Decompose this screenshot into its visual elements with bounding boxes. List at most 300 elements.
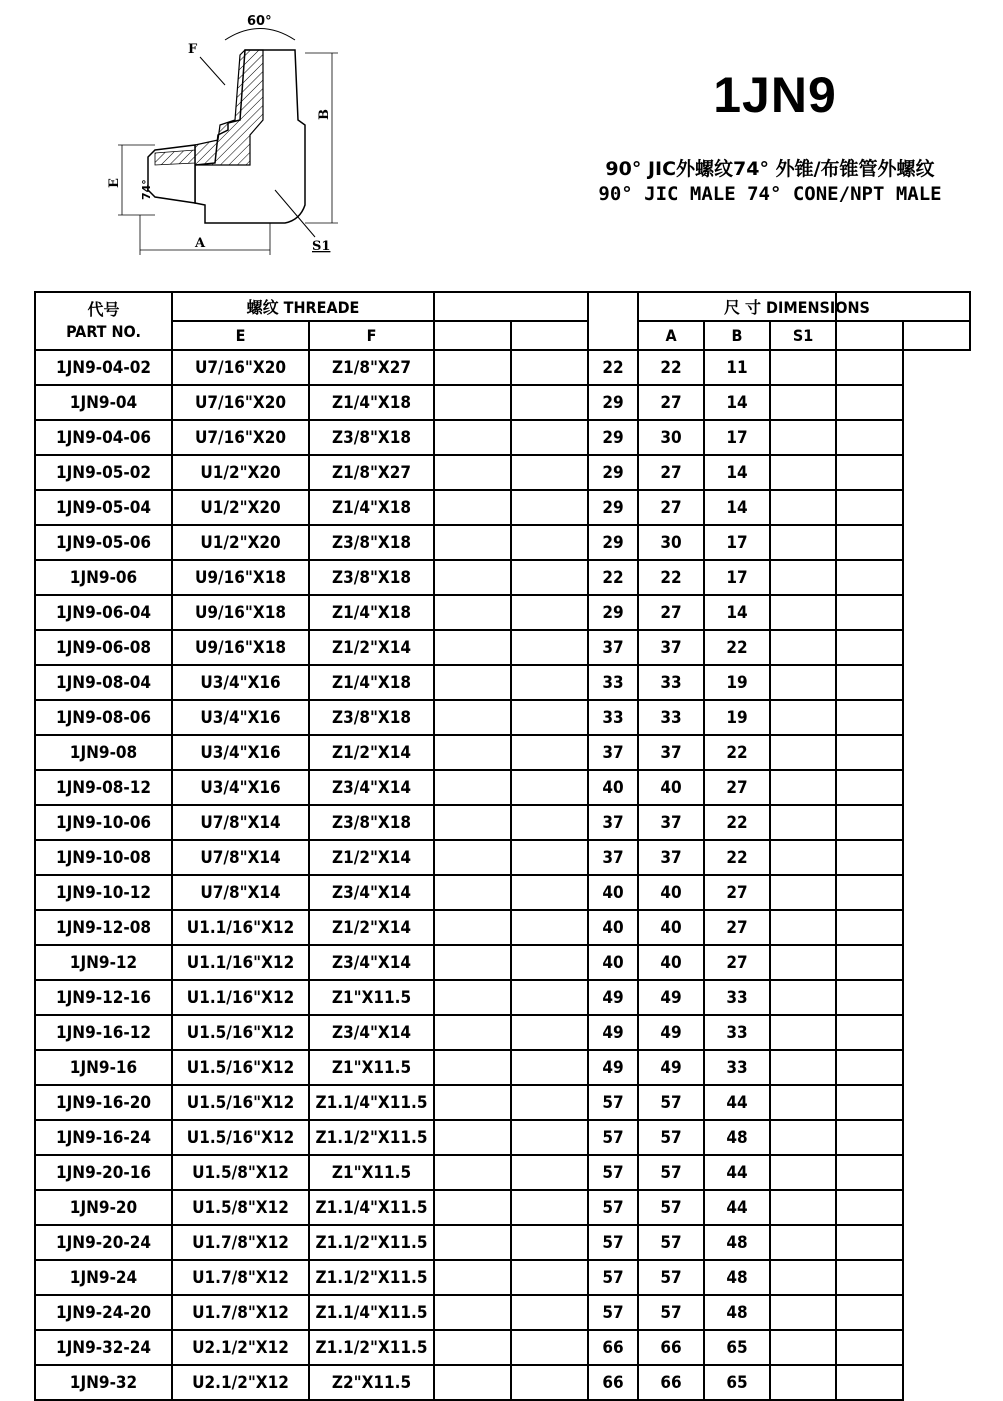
dim-b-cell: 40 xyxy=(638,770,704,805)
table-row xyxy=(35,385,970,420)
empty-cell xyxy=(836,700,903,735)
table-row xyxy=(35,595,970,630)
thread-f-cell: Z1.1/4"X11.5 xyxy=(309,1190,434,1225)
empty-cell xyxy=(836,595,903,630)
dim-s1-cell: 22 xyxy=(704,735,770,770)
empty-cell xyxy=(434,1155,511,1190)
thread-e-cell: U7/16"X20 xyxy=(172,420,309,455)
table-row xyxy=(35,1015,970,1050)
label-b: B xyxy=(317,109,332,120)
thread-e-cell: U1.5/16"X12 xyxy=(172,1015,309,1050)
empty-cell xyxy=(434,525,511,560)
part-no-cell: 1JN9-12 xyxy=(35,945,172,980)
dim-a-cell: 57 xyxy=(588,1225,638,1260)
dim-a-cell: 33 xyxy=(588,700,638,735)
empty-cell xyxy=(434,700,511,735)
empty-cell xyxy=(434,350,511,385)
empty-cell xyxy=(836,665,903,700)
dim-s1-cell: 33 xyxy=(704,1015,770,1050)
empty-cell xyxy=(836,1190,903,1225)
empty-cell xyxy=(836,420,903,455)
table-row xyxy=(35,700,970,735)
empty-cell xyxy=(770,1330,836,1365)
dim-b-cell: 57 xyxy=(638,1120,704,1155)
dim-s1-cell: 33 xyxy=(704,1050,770,1085)
empty-cell xyxy=(770,1085,836,1120)
dim-s1-cell: 27 xyxy=(704,875,770,910)
dim-a-cell: 29 xyxy=(588,490,638,525)
empty-cell xyxy=(511,980,588,1015)
empty-cell xyxy=(511,770,588,805)
empty-cell xyxy=(511,1260,588,1295)
empty-cell xyxy=(434,630,511,665)
dim-s1-cell: 48 xyxy=(704,1225,770,1260)
empty-cell xyxy=(836,490,903,525)
empty-cell xyxy=(511,1330,588,1365)
empty-cell xyxy=(511,350,588,385)
thread-e-cell: U1.5/8"X12 xyxy=(172,1155,309,1190)
empty-cell xyxy=(511,525,588,560)
thread-e-cell: U9/16"X18 xyxy=(172,560,309,595)
thread-f-cell: Z1/2"X14 xyxy=(309,840,434,875)
empty-cell xyxy=(836,560,903,595)
empty-cell xyxy=(770,735,836,770)
thread-e-cell: U1.5/16"X12 xyxy=(172,1120,309,1155)
empty-cell xyxy=(434,1260,511,1295)
thread-e-cell: U2.1/2"X12 xyxy=(172,1330,309,1365)
empty-cell xyxy=(770,875,836,910)
empty-cell xyxy=(434,1050,511,1085)
dim-a-cell: 29 xyxy=(588,595,638,630)
thread-f-cell: Z1.1/2"X11.5 xyxy=(309,1120,434,1155)
dim-a-cell: 57 xyxy=(588,1120,638,1155)
dim-s1-cell: 22 xyxy=(704,805,770,840)
dim-a-cell: 40 xyxy=(588,770,638,805)
part-no-cell: 1JN9-06 xyxy=(35,560,172,595)
empty-cell xyxy=(434,910,511,945)
dim-s1-cell: 48 xyxy=(704,1260,770,1295)
label-f: F xyxy=(188,42,198,57)
empty-cell xyxy=(770,1050,836,1085)
thread-f-cell: Z1/2"X14 xyxy=(309,630,434,665)
empty-cell xyxy=(434,560,511,595)
empty-cell xyxy=(903,321,970,350)
table-row xyxy=(35,525,970,560)
empty-cell xyxy=(511,1015,588,1050)
empty-cell xyxy=(770,455,836,490)
empty-cell xyxy=(836,910,903,945)
dim-b-cell: 57 xyxy=(638,1155,704,1190)
thread-f-cell: Z1"X11.5 xyxy=(309,980,434,1015)
empty-cell xyxy=(434,321,511,350)
dim-b-cell: 37 xyxy=(638,805,704,840)
empty-cell xyxy=(511,1295,588,1330)
empty-cell xyxy=(770,630,836,665)
dim-b-cell: 40 xyxy=(638,945,704,980)
empty-cell xyxy=(511,805,588,840)
dim-s1-cell: 19 xyxy=(704,700,770,735)
empty-cell xyxy=(836,1295,903,1330)
dim-s1-cell: 33 xyxy=(704,980,770,1015)
empty-cell xyxy=(434,595,511,630)
table-row xyxy=(35,490,970,525)
thread-f-cell: Z1/4"X18 xyxy=(309,385,434,420)
dim-a-cell: 49 xyxy=(588,1050,638,1085)
thread-f-cell: Z1/4"X18 xyxy=(309,665,434,700)
dim-b-cell: 37 xyxy=(638,735,704,770)
part-no-cell: 1JN9-24-20 xyxy=(35,1295,172,1330)
empty-cell xyxy=(836,1120,903,1155)
dim-b-cell: 49 xyxy=(638,980,704,1015)
dim-a-cell: 57 xyxy=(588,1155,638,1190)
part-no-cell: 1JN9-10-12 xyxy=(35,875,172,910)
dim-a-cell: 66 xyxy=(588,1330,638,1365)
empty-cell xyxy=(836,770,903,805)
thread-f-cell: Z1"X11.5 xyxy=(309,1155,434,1190)
empty-cell xyxy=(434,1365,511,1400)
table-row xyxy=(35,735,970,770)
thread-f-cell: Z1"X11.5 xyxy=(309,1050,434,1085)
thread-e-cell: U1.5/16"X12 xyxy=(172,1085,309,1120)
thread-e-cell: U7/16"X20 xyxy=(172,385,309,420)
dim-b-cell: 49 xyxy=(638,1015,704,1050)
dim-s1-cell: 14 xyxy=(704,490,770,525)
empty-cell xyxy=(770,1295,836,1330)
dim-b-cell: 40 xyxy=(638,910,704,945)
col-b-header: B xyxy=(704,321,770,350)
empty-cell xyxy=(434,385,511,420)
empty-header-cell xyxy=(434,292,588,321)
table-row xyxy=(35,665,970,700)
empty-cell xyxy=(836,945,903,980)
empty-cell xyxy=(836,630,903,665)
table-row xyxy=(35,1085,970,1120)
part-no-cell: 1JN9-10-06 xyxy=(35,805,172,840)
empty-cell xyxy=(836,385,903,420)
empty-cell xyxy=(770,385,836,420)
dim-s1-cell: 14 xyxy=(704,385,770,420)
table-row xyxy=(35,770,970,805)
empty-cell xyxy=(836,1015,903,1050)
dim-b-cell: 30 xyxy=(638,525,704,560)
dim-a-cell: 29 xyxy=(588,385,638,420)
empty-cell xyxy=(511,840,588,875)
dim-b-cell: 27 xyxy=(638,595,704,630)
empty-cell xyxy=(770,1190,836,1225)
dim-s1-cell: 65 xyxy=(704,1365,770,1400)
part-no-cell: 1JN9-06-04 xyxy=(35,595,172,630)
dim-s1-cell: 19 xyxy=(704,665,770,700)
empty-cell xyxy=(770,665,836,700)
spec-table xyxy=(34,291,969,1393)
fitting-drawing xyxy=(100,5,350,260)
col-e-header: E xyxy=(172,321,309,350)
thread-f-cell: Z1/2"X14 xyxy=(309,735,434,770)
empty-cell xyxy=(434,770,511,805)
dim-s1-cell: 17 xyxy=(704,525,770,560)
thread-e-cell: U1.1/16"X12 xyxy=(172,980,309,1015)
empty-cell xyxy=(511,385,588,420)
thread-e-cell: U3/4"X16 xyxy=(172,700,309,735)
dim-a-cell: 57 xyxy=(588,1190,638,1225)
dim-b-cell: 57 xyxy=(638,1190,704,1225)
thread-f-cell: Z3/8"X18 xyxy=(309,525,434,560)
dim-b-cell: 27 xyxy=(638,490,704,525)
thread-e-cell: U3/4"X16 xyxy=(172,770,309,805)
part-no-cell: 1JN9-32-24 xyxy=(35,1330,172,1365)
part-no-en: PART NO. xyxy=(66,322,141,341)
part-no-cell: 1JN9-16-12 xyxy=(35,1015,172,1050)
empty-cell xyxy=(511,945,588,980)
empty-cell xyxy=(770,560,836,595)
thread-e-cell: U1.7/8"X12 xyxy=(172,1295,309,1330)
dim-s1-cell: 44 xyxy=(704,1155,770,1190)
part-no-header xyxy=(35,292,172,350)
empty-cell xyxy=(511,1050,588,1085)
empty-cell xyxy=(511,700,588,735)
thread-e-cell: U3/4"X16 xyxy=(172,735,309,770)
subtitle-chinese: 90° JIC外螺纹74° 外锥/布锥管外螺纹 xyxy=(605,158,935,180)
dim-a-cell: 49 xyxy=(588,1015,638,1050)
thread-e-cell: U2.1/2"X12 xyxy=(172,1365,309,1400)
empty-cell xyxy=(770,1120,836,1155)
dim-a-cell: 57 xyxy=(588,1260,638,1295)
dim-s1-cell: 27 xyxy=(704,910,770,945)
dim-b-cell: 40 xyxy=(638,875,704,910)
part-no-cell: 1JN9-04-02 xyxy=(35,350,172,385)
empty-cell xyxy=(434,735,511,770)
table-row xyxy=(35,1225,970,1260)
empty-cell xyxy=(836,805,903,840)
angle-74-label: 74° xyxy=(140,179,153,200)
dim-s1-cell: 48 xyxy=(704,1295,770,1330)
empty-cell xyxy=(434,420,511,455)
dim-s1-cell: 27 xyxy=(704,945,770,980)
dim-s1-cell: 48 xyxy=(704,1120,770,1155)
thread-e-cell: U1.5/8"X12 xyxy=(172,1190,309,1225)
label-a: A xyxy=(195,236,206,251)
dim-b-cell: 27 xyxy=(638,385,704,420)
empty-cell xyxy=(434,1190,511,1225)
empty-cell xyxy=(511,1120,588,1155)
table-row xyxy=(35,1295,970,1330)
empty-cell xyxy=(511,595,588,630)
dim-s1-cell: 14 xyxy=(704,455,770,490)
table-row xyxy=(35,1365,970,1400)
thread-e-cell: U1.5/16"X12 xyxy=(172,1050,309,1085)
dim-s1-cell: 14 xyxy=(704,595,770,630)
part-no-cell: 1JN9-32 xyxy=(35,1365,172,1400)
empty-cell xyxy=(770,910,836,945)
dim-s1-cell: 44 xyxy=(704,1085,770,1120)
dim-b-cell: 22 xyxy=(638,350,704,385)
dim-a-cell: 49 xyxy=(588,980,638,1015)
part-no-cell: 1JN9-20-16 xyxy=(35,1155,172,1190)
table-row xyxy=(35,910,970,945)
empty-cell xyxy=(770,420,836,455)
part-no-cell: 1JN9-20 xyxy=(35,1190,172,1225)
part-no-cell: 1JN9-05-06 xyxy=(35,525,172,560)
dim-b-cell: 57 xyxy=(638,1225,704,1260)
dim-b-cell: 27 xyxy=(638,455,704,490)
empty-cell xyxy=(836,321,903,350)
empty-cell xyxy=(434,665,511,700)
dim-s1-cell: 27 xyxy=(704,770,770,805)
empty-cell xyxy=(434,945,511,980)
empty-cell xyxy=(511,1085,588,1120)
part-no-cell: 1JN9-24 xyxy=(35,1260,172,1295)
thread-e-cell: U7/8"X14 xyxy=(172,840,309,875)
thread-f-cell: Z3/4"X14 xyxy=(309,1015,434,1050)
empty-cell xyxy=(511,455,588,490)
part-no-cell: 1JN9-04-06 xyxy=(35,420,172,455)
dim-b-cell: 33 xyxy=(638,700,704,735)
part-no-cell: 1JN9-08-12 xyxy=(35,770,172,805)
empty-cell xyxy=(434,490,511,525)
dim-s1-cell: 17 xyxy=(704,420,770,455)
table-row xyxy=(35,980,970,1015)
table-row xyxy=(35,455,970,490)
gap-column xyxy=(588,292,638,350)
part-no-cell: 1JN9-12-08 xyxy=(35,910,172,945)
dim-a-cell: 40 xyxy=(588,875,638,910)
empty-cell xyxy=(434,1085,511,1120)
empty-cell xyxy=(511,1190,588,1225)
dim-b-cell: 30 xyxy=(638,420,704,455)
dim-a-cell: 29 xyxy=(588,420,638,455)
empty-cell xyxy=(770,770,836,805)
empty-cell xyxy=(836,1260,903,1295)
dim-b-cell: 49 xyxy=(638,1050,704,1085)
dim-b-cell: 66 xyxy=(638,1365,704,1400)
thread-e-cell: U7/16"X20 xyxy=(172,350,309,385)
thread-e-cell: U3/4"X16 xyxy=(172,665,309,700)
empty-cell xyxy=(511,910,588,945)
dim-a-cell: 29 xyxy=(588,455,638,490)
empty-cell xyxy=(434,1295,511,1330)
dim-s1-cell: 22 xyxy=(704,840,770,875)
empty-cell xyxy=(836,525,903,560)
thread-e-cell: U1.7/8"X12 xyxy=(172,1260,309,1295)
part-code-title: 1JN9 xyxy=(713,67,837,123)
empty-cell xyxy=(511,560,588,595)
empty-cell xyxy=(836,1330,903,1365)
dim-a-cell: 57 xyxy=(588,1295,638,1330)
empty-cell xyxy=(836,1050,903,1085)
dim-s1-cell: 44 xyxy=(704,1190,770,1225)
dim-b-cell: 57 xyxy=(638,1085,704,1120)
empty-cell xyxy=(511,321,588,350)
empty-cell xyxy=(434,840,511,875)
empty-cell xyxy=(434,455,511,490)
table-row xyxy=(35,945,970,980)
label-s1: S1 xyxy=(312,239,331,254)
table-row xyxy=(35,1050,970,1085)
thread-f-cell: Z2"X11.5 xyxy=(309,1365,434,1400)
thread-e-cell: U9/16"X18 xyxy=(172,595,309,630)
empty-cell xyxy=(770,805,836,840)
empty-cell xyxy=(770,1015,836,1050)
empty-cell xyxy=(836,1365,903,1400)
thread-f-cell: Z1/2"X14 xyxy=(309,910,434,945)
empty-cell xyxy=(836,840,903,875)
col-a-header: A xyxy=(638,321,704,350)
empty-cell xyxy=(511,1225,588,1260)
table-row xyxy=(35,350,970,385)
dim-b-cell: 57 xyxy=(638,1260,704,1295)
empty-cell xyxy=(836,980,903,1015)
dim-a-cell: 66 xyxy=(588,1365,638,1400)
dim-a-cell: 57 xyxy=(588,1085,638,1120)
part-no-cell: 1JN9-16 xyxy=(35,1050,172,1085)
angle-arc-60 xyxy=(225,29,295,41)
dim-a-cell: 37 xyxy=(588,630,638,665)
part-no-cell: 1JN9-05-02 xyxy=(35,455,172,490)
dim-b-cell: 22 xyxy=(638,560,704,595)
empty-cell xyxy=(434,980,511,1015)
part-no-cell: 1JN9-16-20 xyxy=(35,1085,172,1120)
empty-cell xyxy=(770,1365,836,1400)
table-row xyxy=(35,840,970,875)
dim-s1-cell: 11 xyxy=(704,350,770,385)
dim-b-cell: 33 xyxy=(638,665,704,700)
empty-cell xyxy=(511,735,588,770)
empty-cell xyxy=(434,1330,511,1365)
dim-a-cell: 40 xyxy=(588,945,638,980)
empty-cell xyxy=(836,455,903,490)
empty-cell xyxy=(836,1225,903,1260)
dim-b-cell: 57 xyxy=(638,1295,704,1330)
thread-e-cell: U7/8"X14 xyxy=(172,805,309,840)
empty-cell xyxy=(434,1225,511,1260)
dim-a-cell: 37 xyxy=(588,805,638,840)
empty-cell xyxy=(770,700,836,735)
thread-f-cell: Z1/8"X27 xyxy=(309,350,434,385)
thread-f-cell: Z3/4"X14 xyxy=(309,875,434,910)
empty-cell xyxy=(770,490,836,525)
label-e: E xyxy=(107,178,122,188)
part-no-cell: 1JN9-06-08 xyxy=(35,630,172,665)
thread-e-cell: U1/2"X20 xyxy=(172,525,309,560)
part-no-cell: 1JN9-16-24 xyxy=(35,1120,172,1155)
thread-e-cell: U1.1/16"X12 xyxy=(172,945,309,980)
thread-f-cell: Z1.1/4"X11.5 xyxy=(309,1085,434,1120)
angle-60-label: 60° xyxy=(247,14,272,29)
thread-e-cell: U1/2"X20 xyxy=(172,455,309,490)
empty-cell xyxy=(836,350,903,385)
dim-b-cell: 37 xyxy=(638,630,704,665)
empty-cell xyxy=(434,1120,511,1155)
table-row xyxy=(35,560,970,595)
thread-f-cell: Z1.1/2"X11.5 xyxy=(309,1260,434,1295)
empty-cell xyxy=(770,980,836,1015)
empty-cell xyxy=(836,875,903,910)
thread-f-cell: Z1/4"X18 xyxy=(309,595,434,630)
dim-s1-cell: 65 xyxy=(704,1330,770,1365)
dim-a-cell: 33 xyxy=(588,665,638,700)
part-no-cn: 代号 xyxy=(87,300,120,319)
table-row xyxy=(35,805,970,840)
dim-a-cell: 22 xyxy=(588,560,638,595)
dim-a-cell: 37 xyxy=(588,840,638,875)
dim-a-cell: 29 xyxy=(588,525,638,560)
col-f-header: F xyxy=(309,321,434,350)
table-row xyxy=(35,875,970,910)
thread-e-cell: U9/16"X18 xyxy=(172,630,309,665)
thread-f-cell: Z3/4"X14 xyxy=(309,945,434,980)
table-row xyxy=(35,1155,970,1190)
empty-cell xyxy=(770,1260,836,1295)
